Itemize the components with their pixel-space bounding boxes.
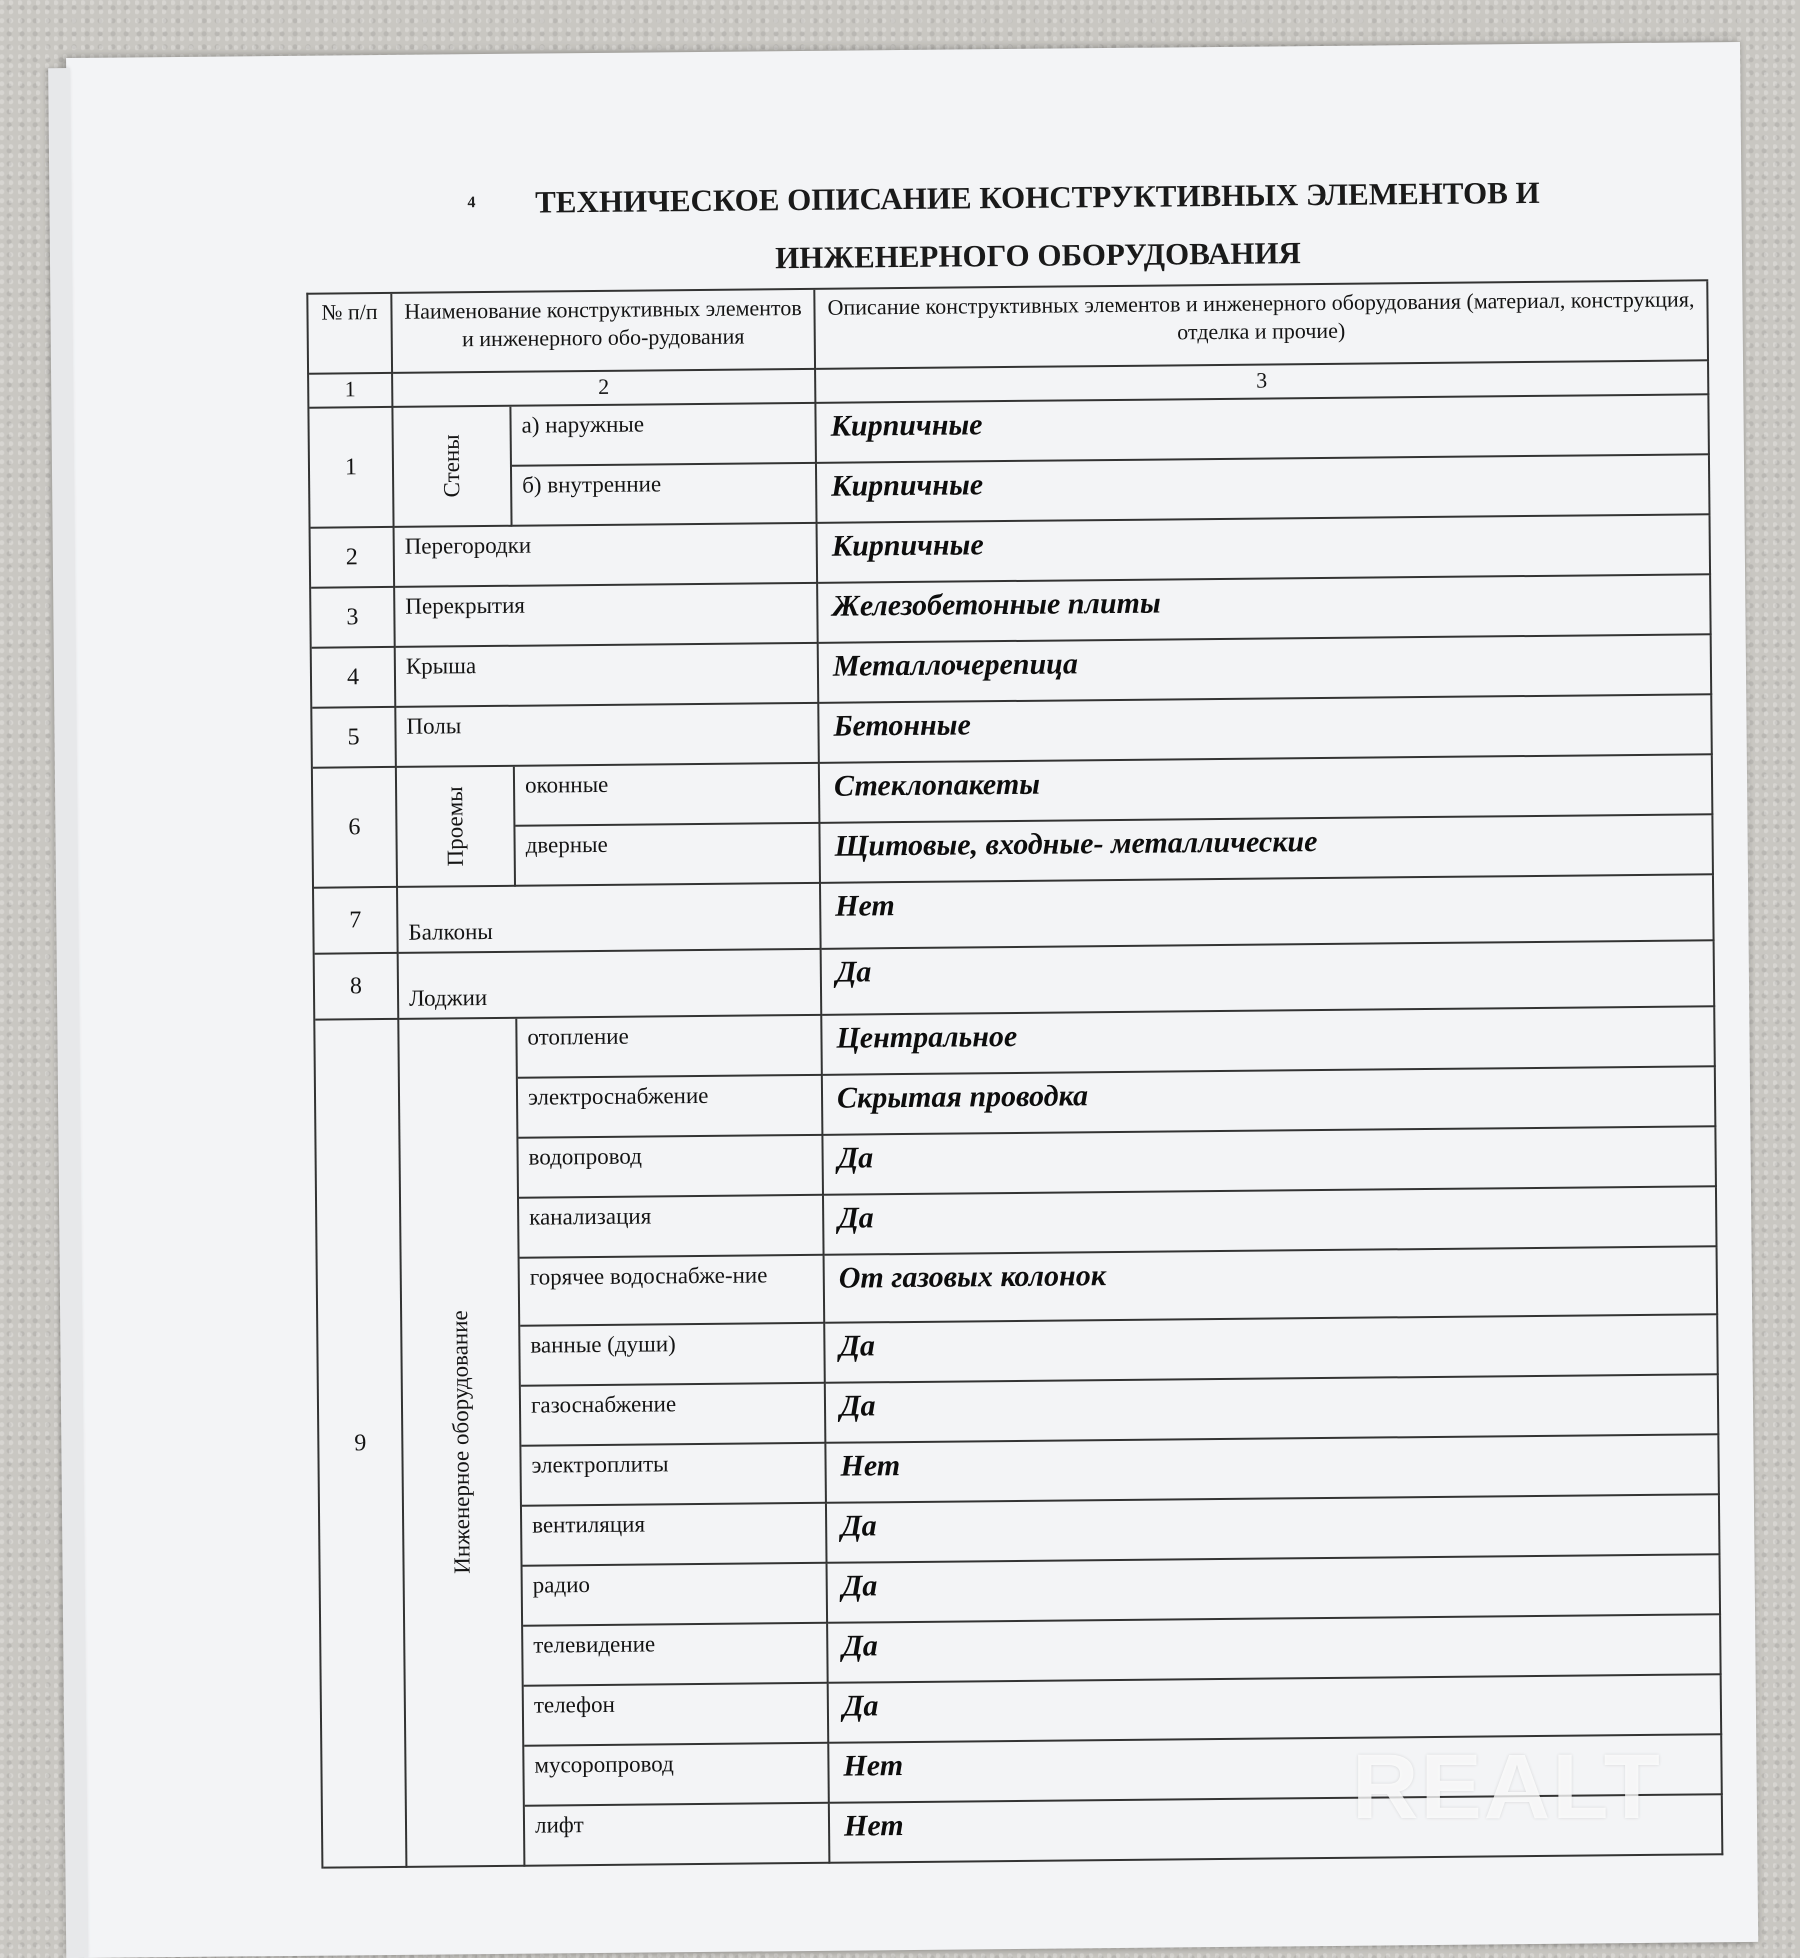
group-label-openings: Проемы bbox=[397, 767, 516, 888]
engineering-item-name: водопровод bbox=[518, 1136, 824, 1199]
document-title bbox=[437, 163, 1638, 291]
column-number-1: 1 bbox=[309, 374, 393, 409]
row-value: Бетонные bbox=[819, 695, 1713, 764]
row-num-openings: 6 bbox=[313, 768, 398, 889]
engineering-item-value: Да bbox=[825, 1315, 1719, 1384]
row-num-walls: 1 bbox=[309, 408, 394, 529]
engineering-item-value: Да bbox=[824, 1187, 1718, 1256]
technical-description-table bbox=[306, 279, 1723, 1868]
engineering-item-name: мусоропровод bbox=[524, 1744, 830, 1807]
engineering-item-name: электроплиты bbox=[521, 1444, 827, 1507]
engineering-item-value: Центральное bbox=[822, 1007, 1716, 1076]
engineering-item-name: радио bbox=[523, 1564, 829, 1627]
row-num: 3 bbox=[311, 588, 396, 649]
engineering-item-value: Да bbox=[823, 1127, 1717, 1196]
row-num: 8 bbox=[315, 954, 400, 1021]
engineering-item-name: ванные (души) bbox=[520, 1324, 826, 1387]
row-value: Да bbox=[822, 941, 1716, 1016]
section-number: 4 bbox=[467, 194, 476, 212]
header-name: Наименование конструктивных элементов и инженерного обо-рудования bbox=[392, 290, 816, 374]
title-line-2: ИНЖЕНЕРНОГО ОБОРУДОВАНИЯ bbox=[774, 235, 1302, 276]
engineering-item-value: Да bbox=[826, 1375, 1720, 1444]
engineering-item-name: лифт bbox=[525, 1804, 831, 1867]
row-name: Перегородки bbox=[395, 524, 819, 588]
document-page bbox=[66, 42, 1758, 1958]
row-value: Нет bbox=[821, 875, 1715, 950]
walls-inner-value: Кирпичные bbox=[817, 455, 1711, 524]
engineering-item-value: Да bbox=[829, 1675, 1723, 1744]
engineering-item-name: газоснабжение bbox=[521, 1384, 827, 1447]
engineering-item-value: Да bbox=[827, 1495, 1721, 1564]
row-name: Крыша bbox=[396, 644, 820, 708]
group-label-walls: Стены bbox=[393, 407, 512, 528]
walls-outer-name: а) наружные bbox=[511, 404, 817, 467]
row-num: 7 bbox=[314, 888, 399, 955]
engineering-item-name: канализация bbox=[519, 1196, 825, 1259]
row-name: Полы bbox=[396, 704, 820, 768]
engineering-item-name: телефон bbox=[524, 1684, 830, 1747]
row-num: 2 bbox=[311, 528, 396, 589]
row-name: Лоджии bbox=[399, 950, 823, 1020]
engineering-item-value: Да bbox=[828, 1615, 1722, 1684]
row-name: Перекрытия bbox=[395, 584, 819, 648]
openings-window-name: оконные bbox=[515, 764, 821, 827]
engineering-item-name: отопление bbox=[517, 1016, 823, 1079]
row-num: 5 bbox=[312, 708, 397, 769]
row-name: Балконы bbox=[398, 884, 822, 954]
engineering-item-value: Нет bbox=[826, 1435, 1720, 1504]
openings-window-value: Стеклопакеты bbox=[820, 755, 1714, 824]
engineering-item-value: Нет bbox=[830, 1795, 1724, 1864]
row-num-engineering: 9 bbox=[315, 1020, 407, 1869]
title-line-1: ТЕХНИЧЕСКОЕ ОПИСАНИЕ КОНСТРУКТИВНЫХ ЭЛЕМЕНТОВ И bbox=[534, 174, 1540, 220]
engineering-item-value: Нет bbox=[829, 1735, 1723, 1804]
walls-outer-value: Кирпичные bbox=[816, 395, 1710, 464]
engineering-item-name: горячее водоснабже-ние bbox=[520, 1256, 826, 1327]
header-num: № п/п bbox=[308, 294, 393, 375]
header-description: Описание конструктивных элементов и инженерного оборудования (материал, конструкция, отделка и прочие) bbox=[815, 281, 1709, 370]
row-value: Железобетонные плиты bbox=[818, 575, 1712, 644]
engineering-item-name: вентиляция bbox=[522, 1504, 828, 1567]
walls-inner-name: б) внутренние bbox=[512, 464, 818, 527]
engineering-item-name: электроснабжение bbox=[518, 1076, 824, 1139]
row-value: Кирпичные bbox=[818, 515, 1712, 584]
group-label-engineering: Инженерное оборудование bbox=[399, 1019, 525, 1868]
column-number-3: 3 bbox=[816, 361, 1709, 404]
openings-door-value: Щитовые, входные- металлические bbox=[820, 815, 1714, 884]
realt-watermark: REALT bbox=[1352, 1736, 1662, 1838]
engineering-item-value: От газовых колонок bbox=[825, 1247, 1719, 1324]
row-num: 4 bbox=[312, 648, 397, 709]
column-number-2: 2 bbox=[393, 370, 816, 408]
engineering-item-name: телевидение bbox=[523, 1624, 829, 1687]
engineering-item-value: Скрытая проводка bbox=[823, 1067, 1717, 1136]
engineering-item-value: Да bbox=[828, 1555, 1722, 1624]
row-value: Металлочерепица bbox=[819, 635, 1713, 704]
openings-door-name: дверные bbox=[515, 824, 821, 887]
